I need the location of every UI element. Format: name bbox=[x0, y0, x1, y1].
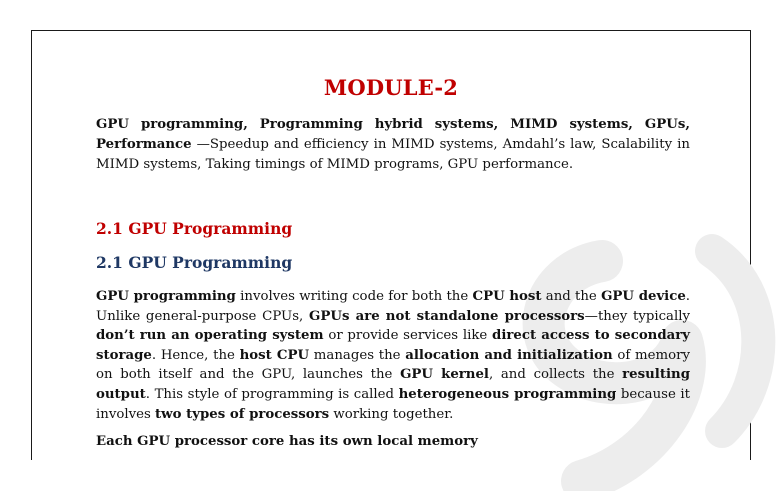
text-run: working together. bbox=[329, 406, 454, 422]
text-run: and the bbox=[541, 289, 602, 304]
section-heading-red: 2.1 GPU Programming bbox=[96, 219, 293, 238]
term-two-processors: two types of processors bbox=[155, 406, 330, 422]
term-heterogeneous: heterogeneous programming bbox=[398, 386, 617, 402]
module-topics bbox=[96, 115, 690, 175]
term-not-standalone: GPUs are not standalone processors bbox=[309, 308, 585, 324]
text-run: . Unlike general-purpose CPUs, bbox=[96, 289, 691, 324]
text-run: or provide services like bbox=[323, 328, 493, 344]
topics-bold: GPU programming, Programming hybrid systems, MIMD systems, GPUs, Performance bbox=[96, 117, 690, 152]
term-allocation: allocation and initialization bbox=[405, 347, 613, 363]
module-title: MODULE-2 bbox=[323, 75, 459, 100]
term-cpu-host: CPU host bbox=[472, 289, 542, 304]
next-paragraph-cut: Each GPU processor core has its own local memory bbox=[96, 434, 478, 449]
term-gpu-programming: GPU programming bbox=[96, 289, 236, 304]
document-page bbox=[31, 30, 751, 460]
text-run: of memory on both itself and the GPU, launches the bbox=[96, 347, 690, 383]
section-heading-blue: 2.1 GPU Programming bbox=[96, 253, 293, 272]
term-no-os: don’t run an operating system bbox=[96, 328, 324, 344]
term-gpu-device: GPU device bbox=[601, 289, 686, 304]
text-run: . Hence, the bbox=[151, 347, 240, 363]
topics-rest: —Speedup and efficiency in MIMD systems, Amdahl’s law, Scalability in MIMD systems, Taking timings of MIMD programs, GPU performance. bbox=[96, 137, 690, 172]
term-resulting-output: resulting output bbox=[96, 367, 691, 402]
text-run: manages the bbox=[309, 347, 406, 363]
body-paragraph bbox=[96, 287, 690, 424]
text-run: involves writing code for both the bbox=[235, 289, 473, 304]
term-gpu-kernel: GPU kernel bbox=[400, 367, 489, 383]
term-secondary-storage: direct access to secondary storage bbox=[96, 328, 690, 363]
text-run: . This style of programming is called bbox=[145, 386, 399, 402]
term-host-cpu: host CPU bbox=[239, 347, 310, 363]
text-run: because it involves bbox=[96, 386, 691, 422]
text-run: , and collects the bbox=[488, 367, 623, 383]
text-run: —they typically bbox=[584, 308, 690, 324]
